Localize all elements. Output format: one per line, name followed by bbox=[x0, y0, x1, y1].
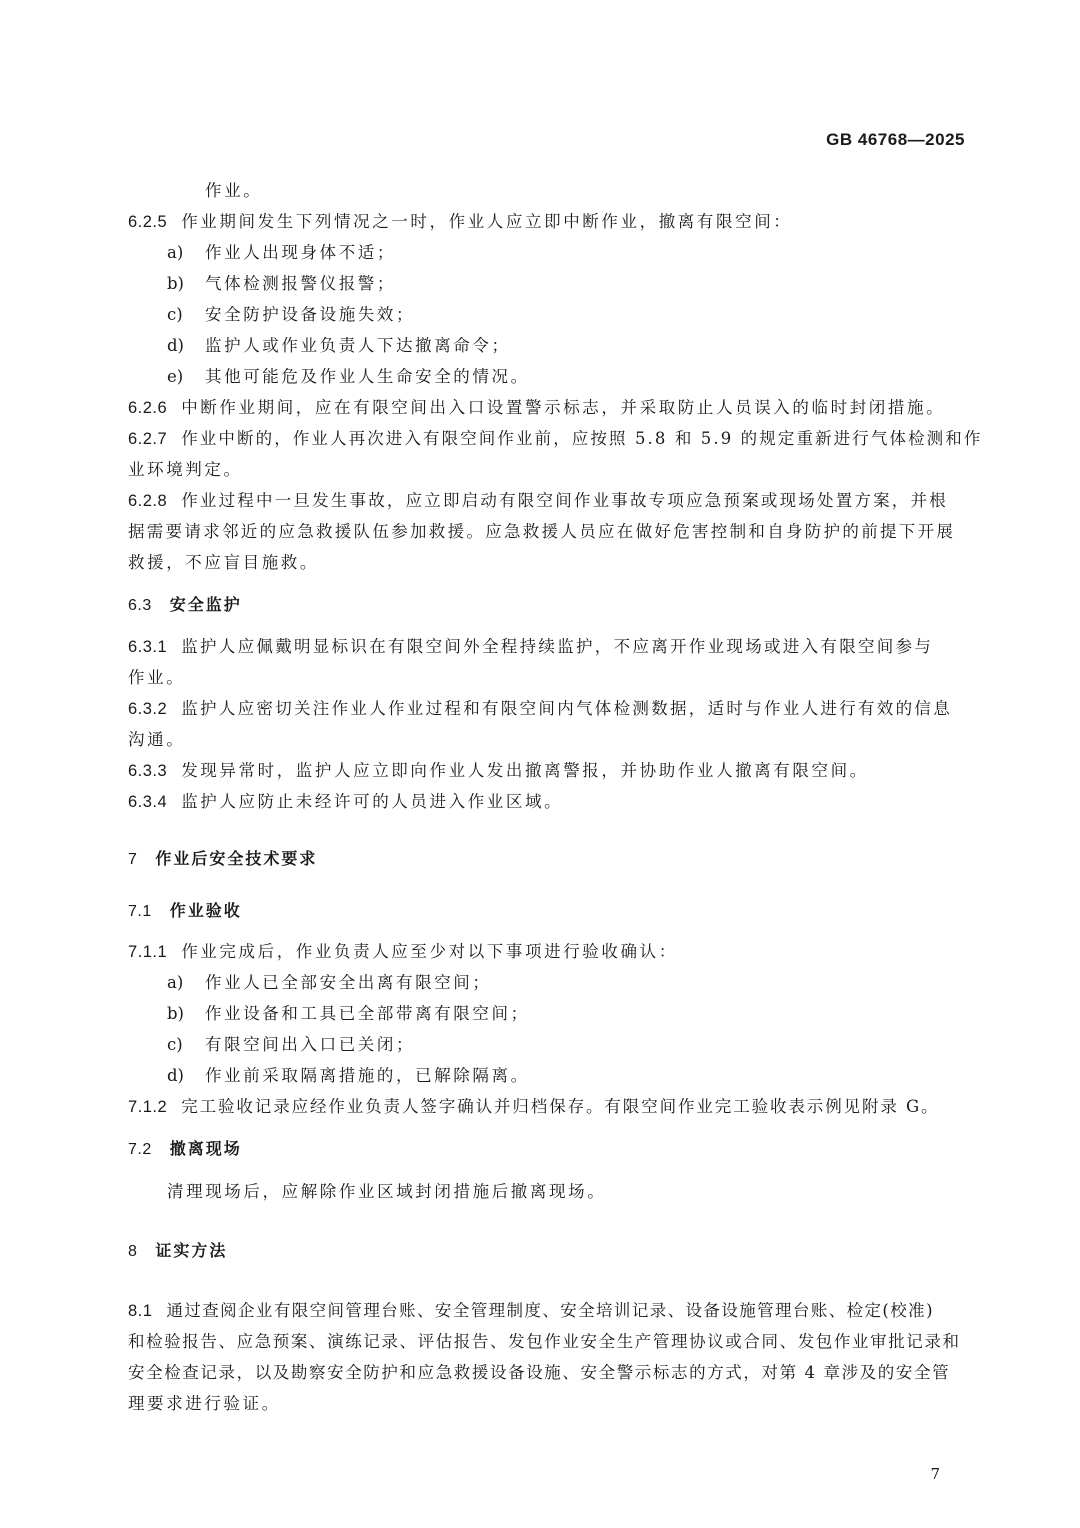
clause-text-continued: 业环境判定。 bbox=[128, 460, 243, 479]
section-number: 6.3 bbox=[128, 597, 152, 614]
list-marker: b) bbox=[167, 274, 184, 293]
list-item-text: 气体检测报警仪报警； bbox=[205, 274, 396, 293]
clause-7-1-1 bbox=[128, 938, 678, 962]
clause-text: 监护人应密切关注作业人作业过程和有限空间内气体检测数据，适时与作业人进行有效的信息 bbox=[181, 699, 953, 718]
clause-6-3-1 bbox=[128, 633, 933, 657]
clause-6-2-5 bbox=[128, 208, 792, 232]
clause-number: 6.2.5 bbox=[128, 213, 168, 231]
section-number: 7.1 bbox=[128, 903, 152, 920]
clause-text-continued: 理要求进行验证。 bbox=[128, 1394, 281, 1413]
paragraph-text: 清理现场后，应解除作业区域封闭措施后撤离现场。 bbox=[167, 1182, 607, 1201]
clause-text: 监护人应佩戴明显标识在有限空间外全程持续监护，不应离开作业现场或进入有限空间参与 bbox=[181, 637, 934, 656]
list-marker: d) bbox=[167, 1066, 184, 1085]
section-number: 7.2 bbox=[128, 1141, 152, 1158]
list-marker: e) bbox=[167, 367, 184, 386]
section-heading-7-1 bbox=[128, 898, 242, 921]
list-item bbox=[167, 1031, 415, 1055]
clause-6-2-6 bbox=[128, 394, 945, 418]
chapter-heading-7 bbox=[128, 846, 317, 869]
list-marker: a) bbox=[167, 973, 184, 992]
section-heading-6-3 bbox=[128, 592, 242, 615]
list-item bbox=[167, 969, 492, 993]
clause-text: 通过查阅企业有限空间管理台账、安全管理制度、安全培训记录、设备设施管理台账、检定(校准) bbox=[166, 1301, 934, 1320]
clause-text: 作业完成后，作业负责人应至少对以下事项进行验收确认： bbox=[181, 942, 678, 961]
list-item bbox=[167, 1000, 530, 1024]
clause-text-continued: 救援，不应盲目施救。 bbox=[128, 553, 319, 572]
clause-text: 监护人应防止未经许可的人员进入作业区域。 bbox=[181, 792, 564, 811]
list-item-text: 作业设备和工具已全部带离有限空间； bbox=[205, 1004, 530, 1023]
document-code: GB 46768—2025 bbox=[826, 130, 965, 149]
clause-number: 6.2.6 bbox=[128, 399, 168, 417]
clause-number: 6.3.1 bbox=[128, 638, 168, 656]
clause-7-1-2 bbox=[128, 1093, 939, 1117]
clause-number: 6.2.7 bbox=[128, 430, 168, 448]
clause-number: 7.1.1 bbox=[128, 943, 168, 961]
clause-text: 作业期间发生下列情况之一时，作业人应立即中断作业，撤离有限空间： bbox=[181, 212, 793, 231]
list-item bbox=[167, 301, 415, 325]
list-item-text: 作业人已全部安全出离有限空间； bbox=[205, 973, 492, 992]
chapter-heading-8 bbox=[128, 1238, 227, 1261]
clause-text: 中断作业期间，应在有限空间出入口设置警示标志，并采取防止人员误入的临时封闭措施。 bbox=[181, 398, 946, 417]
continuation-text: 作业。 bbox=[205, 181, 263, 200]
section-title: 作业后安全技术要求 bbox=[155, 849, 318, 868]
section-title: 安全监护 bbox=[169, 595, 242, 614]
clause-text-continued: 和检验报告、应急预案、演练记录、评估报告、发包作业安全生产管理协议或合同、发包作业审批记录和 bbox=[128, 1332, 961, 1351]
clause-number: 6.3.2 bbox=[128, 700, 168, 718]
list-marker: c) bbox=[167, 1035, 183, 1054]
section-title: 撤离现场 bbox=[169, 1139, 242, 1158]
clause-number: 7.1.2 bbox=[128, 1098, 168, 1116]
clause-number: 6.3.4 bbox=[128, 793, 168, 811]
list-marker: b) bbox=[167, 1004, 184, 1023]
clause-number: 8.1 bbox=[128, 1302, 153, 1320]
clause-text-continued: 据需要请求邻近的应急救援队伍参加救援。应急救援人员应在做好危害控制和自身防护的前提下开展 bbox=[128, 522, 956, 541]
list-item bbox=[167, 1062, 530, 1086]
clause-6-3-3 bbox=[128, 757, 869, 781]
list-item bbox=[167, 332, 511, 356]
section-number: 8 bbox=[128, 1243, 138, 1260]
section-title: 作业验收 bbox=[169, 901, 242, 920]
section-heading-7-2 bbox=[128, 1136, 242, 1159]
clause-6-2-7 bbox=[128, 425, 982, 449]
clause-text: 作业过程中一旦发生事故，应立即启动有限空间作业事故专项应急预案或现场处置方案，并根 bbox=[181, 491, 948, 510]
clause-text-continued: 作业。 bbox=[128, 668, 186, 687]
clause-6-3-2 bbox=[128, 695, 952, 719]
list-marker: c) bbox=[167, 305, 183, 324]
clause-text-continued: 沟通。 bbox=[128, 730, 186, 749]
clause-text: 完工验收记录应经作业负责人签字确认并归档保存。有限空间作业完工验收表示例见附录 G。 bbox=[181, 1097, 940, 1116]
clause-text-continued: 安全检查记录，以及勘察安全防护和应急救援设备设施、安全警示标志的方式，对第 4 章涉及的安全管 bbox=[128, 1363, 951, 1382]
list-item bbox=[167, 363, 530, 387]
clause-text: 作业中断的，作业人再次进入有限空间作业前，应按照 5.8 和 5.9 的规定重新进行气体检测和作 bbox=[181, 429, 983, 448]
list-item-text: 作业人出现身体不适； bbox=[205, 243, 396, 262]
list-item-text: 监护人或作业负责人下达撤离命令； bbox=[205, 336, 511, 355]
list-marker: d) bbox=[167, 336, 184, 355]
clause-8-1 bbox=[128, 1297, 934, 1321]
list-item-text: 有限空间出入口已关闭； bbox=[205, 1035, 416, 1054]
list-item bbox=[167, 239, 396, 263]
clause-text: 发现异常时，监护人应立即向作业人发出撤离警报，并协助作业人撤离有限空间。 bbox=[181, 761, 869, 780]
page-number: 7 bbox=[930, 1465, 940, 1483]
section-title: 证实方法 bbox=[155, 1241, 228, 1260]
list-marker: a) bbox=[167, 243, 184, 262]
list-item-text: 作业前采取隔离措施的，已解除隔离。 bbox=[205, 1066, 530, 1085]
clause-number: 6.3.3 bbox=[128, 762, 168, 780]
list-item-text: 安全防护设备设施失效； bbox=[205, 305, 416, 324]
clause-6-2-8 bbox=[128, 487, 948, 511]
list-item-text: 其他可能危及作业人生命安全的情况。 bbox=[205, 367, 530, 386]
list-item bbox=[167, 270, 396, 294]
section-number: 7 bbox=[128, 851, 138, 868]
clause-6-3-4 bbox=[128, 788, 563, 812]
clause-number: 6.2.8 bbox=[128, 492, 168, 510]
